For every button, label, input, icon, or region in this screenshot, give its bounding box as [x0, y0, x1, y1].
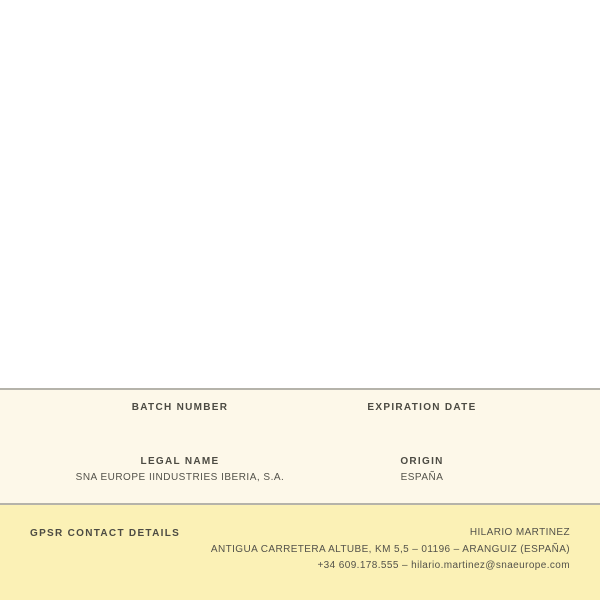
expiration-date-field — [272, 402, 572, 418]
origin-field — [272, 456, 572, 484]
origin-label: ORIGIN — [400, 456, 444, 467]
batch-number-label: BATCH NUMBER — [131, 402, 229, 413]
gpsr-contact-section — [0, 505, 600, 600]
gpsr-contact-title: GPSR CONTACT DETAILS — [30, 528, 181, 539]
gpsr-contact-lines — [211, 525, 570, 575]
product-info-section — [0, 390, 600, 503]
origin-value: ESPAÑA — [400, 472, 444, 483]
contact-phone-email: +34 609.178.555 – hilario.martinez@snaeurope.com — [317, 560, 570, 571]
legal-name-label: LEGAL NAME — [140, 456, 220, 467]
contact-address: ANTIGUA CARRETERA ALTUBE, KM 5,5 – 01196 – ARANGUIZ (ESPAÑA) — [210, 543, 570, 555]
expiration-date-label: EXPIRATION DATE — [367, 402, 477, 413]
contact-person-name: HILARIO MARTINEZ — [469, 527, 570, 538]
legal-name-value: SNA EUROPE IINDUSTRIES IBERIA, S.A. — [75, 472, 285, 483]
